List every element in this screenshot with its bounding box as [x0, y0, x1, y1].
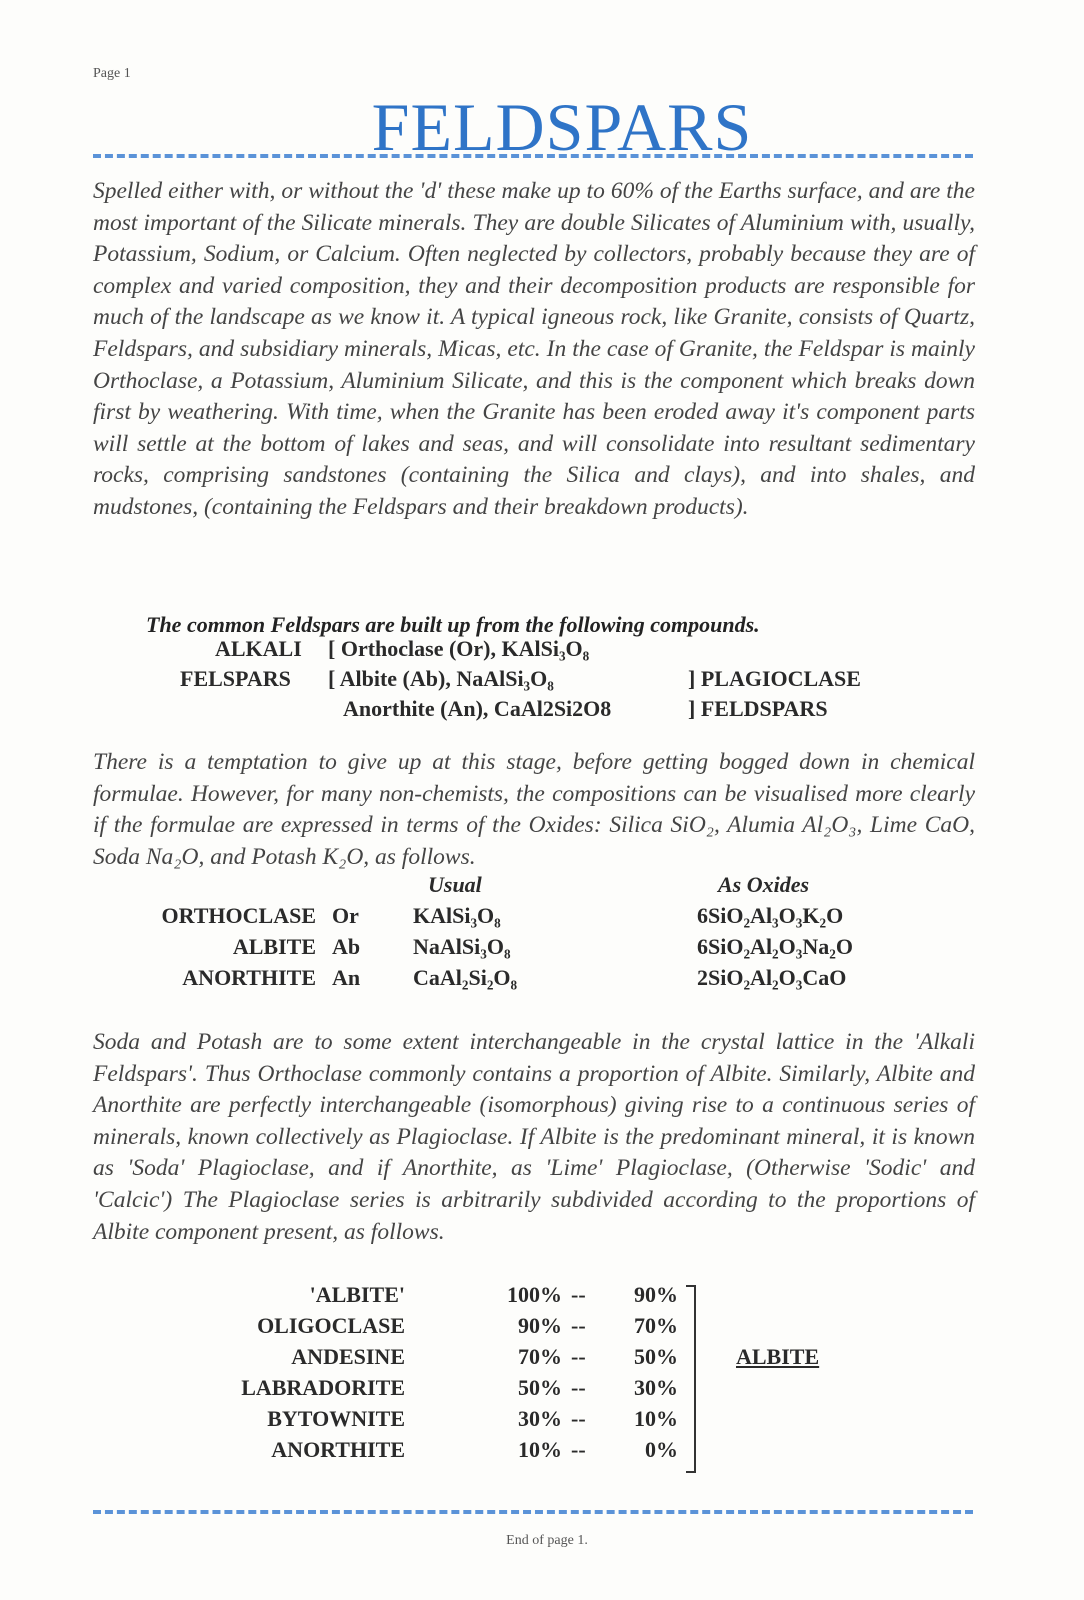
series-from: 10% — [518, 1437, 562, 1462]
oxide-formula: 6SiO₂Al₂O₃Na₂O — [697, 934, 853, 959]
felspars-label: FELSPARS — [180, 666, 291, 691]
series-from: 70% — [518, 1344, 562, 1369]
plagioclase-paragraph: Soda and Potash are to some extent interchangeable in the crystal lattice in the 'Alkali Feldspars'. Thus Orthoclase commonly contains a proportion of Albite. Similarly, Albite and Anorthite are perfectly interchangeable (isomorphous) giving rise to a continuous series of minerals, known collectively as Plagioclase. If Albite is the predominant mineral, it is known as 'Soda' Plagioclase, and if Anorthite, as 'Lime' Plagioclase, (Otherwise 'Sodic' and 'Calcic') The Plagioclase series is arbitrarily subdivided according to the proportions of Albite component present, as follows. — [93, 1029, 975, 1245]
usual-column-header: Usual — [428, 872, 482, 897]
series-name: ANORTHITE — [271, 1437, 405, 1462]
compounds-heading: The common Feldspars are built up from the following compounds. — [146, 612, 760, 637]
series-bracket — [686, 1285, 696, 1473]
series-sep: -- — [571, 1406, 586, 1431]
anorthite-formula: Anorthite (An), CaAl2Si2O8 — [343, 696, 612, 721]
series-sep: -- — [571, 1344, 586, 1369]
series-to: 90% — [634, 1282, 678, 1307]
series-name: LABRADORITE — [241, 1375, 405, 1400]
mineral-abbr: Or — [332, 903, 359, 928]
mineral-abbr: Ab — [332, 934, 361, 959]
feldspars-label: ] FELDSPARS — [688, 696, 828, 721]
series-to: 50% — [634, 1344, 678, 1369]
mineral-abbr: An — [332, 965, 361, 990]
plagioclase-label: ] PLAGIOCLASE — [688, 666, 861, 691]
series-sep: -- — [571, 1437, 586, 1462]
series-sep: -- — [571, 1282, 586, 1307]
series-to: 10% — [634, 1406, 678, 1431]
series-name: BYTOWNITE — [267, 1406, 405, 1431]
series-to: 0% — [645, 1437, 678, 1462]
oxides-column-header: As Oxides — [718, 872, 810, 897]
page-number: Page 1 — [93, 66, 131, 81]
intro-paragraph: Spelled either with, or without the 'd' these make up to 60% of the Earths surface, and are the most important of the Silicate minerals. They are double Silicates of Aluminium with, usually, Potassium, Sodium, or Calcium. Often neglected by collectors, probably because they are of complex and varied composition, they and their decomposition products are responsible for much of the landscape as we know it. A typical igneous rock, like Granite, consists of Quartz, Feldspars, and subsidiary minerals, Micas, etc. In the case of Granite, the Feldspar is mainly Orthoclase, a Potassium, Aluminium Silicate, and this is the component which breaks down first by weathering. With time, when the Granite has been eroded away it's component parts will settle at the bottom of lakes and seas, and will consolidate into resultant sedimentary rocks, comprising sandstones (containing the Silica and clays), and into shales, and mudstones, (containing the Feldspars and their breakdown products). — [93, 178, 975, 520]
series-from: 90% — [518, 1313, 562, 1338]
albite-formula: [ Albite (Ab), NaAlSi₃O₈ — [328, 666, 554, 691]
page-title: FELDSPARS — [371, 88, 753, 165]
usual-formula: KAlSi₃O₈ — [413, 903, 501, 928]
series-sep: -- — [571, 1375, 586, 1400]
series-to: 70% — [634, 1313, 678, 1338]
series-from: 30% — [518, 1406, 562, 1431]
series-sep: -- — [571, 1313, 586, 1338]
usual-formula: CaAl₂Si₂O₈ — [413, 965, 518, 990]
albite-bracket-label: ALBITE — [736, 1344, 820, 1369]
series-to: 30% — [634, 1375, 678, 1400]
series-name: OLIGOCLASE — [257, 1313, 405, 1338]
series-from: 50% — [518, 1375, 562, 1400]
series-name: ANDESINE — [291, 1344, 405, 1369]
top-dashed-rule — [93, 154, 973, 158]
mineral-name: ANORTHITE — [182, 965, 316, 990]
oxides-intro-paragraph: There is a temptation to give up at this stage, before getting bogged down in chemical formulae. However, for many non-chemists, the compositions can be visualised more clearly if the formulae are expressed in terms of the Oxides: Silica SiO₂, Alumia Al₂O₃, Lime CaO, Soda Na₂O, and Potash K₂O, as follows. — [93, 749, 975, 870]
orthoclase-formula: [ Orthoclase (Or), KAlSi₃O₈ — [328, 636, 590, 661]
mineral-name: ORTHOCLASE — [161, 903, 316, 928]
mineral-name: ALBITE — [232, 934, 316, 959]
series-name: 'ALBITE' — [309, 1282, 405, 1307]
oxide-formula: 6SiO₂Al₃O₃K₂O — [697, 903, 844, 928]
usual-formula: NaAlSi₃O₈ — [413, 934, 511, 959]
series-from: 100% — [507, 1282, 562, 1307]
page-footer: End of page 1. — [506, 1533, 588, 1548]
alkali-label: ALKALI — [215, 636, 302, 661]
bottom-dashed-rule — [93, 1510, 973, 1514]
oxide-formula: 2SiO₂Al₂O₃CaO — [697, 965, 847, 990]
